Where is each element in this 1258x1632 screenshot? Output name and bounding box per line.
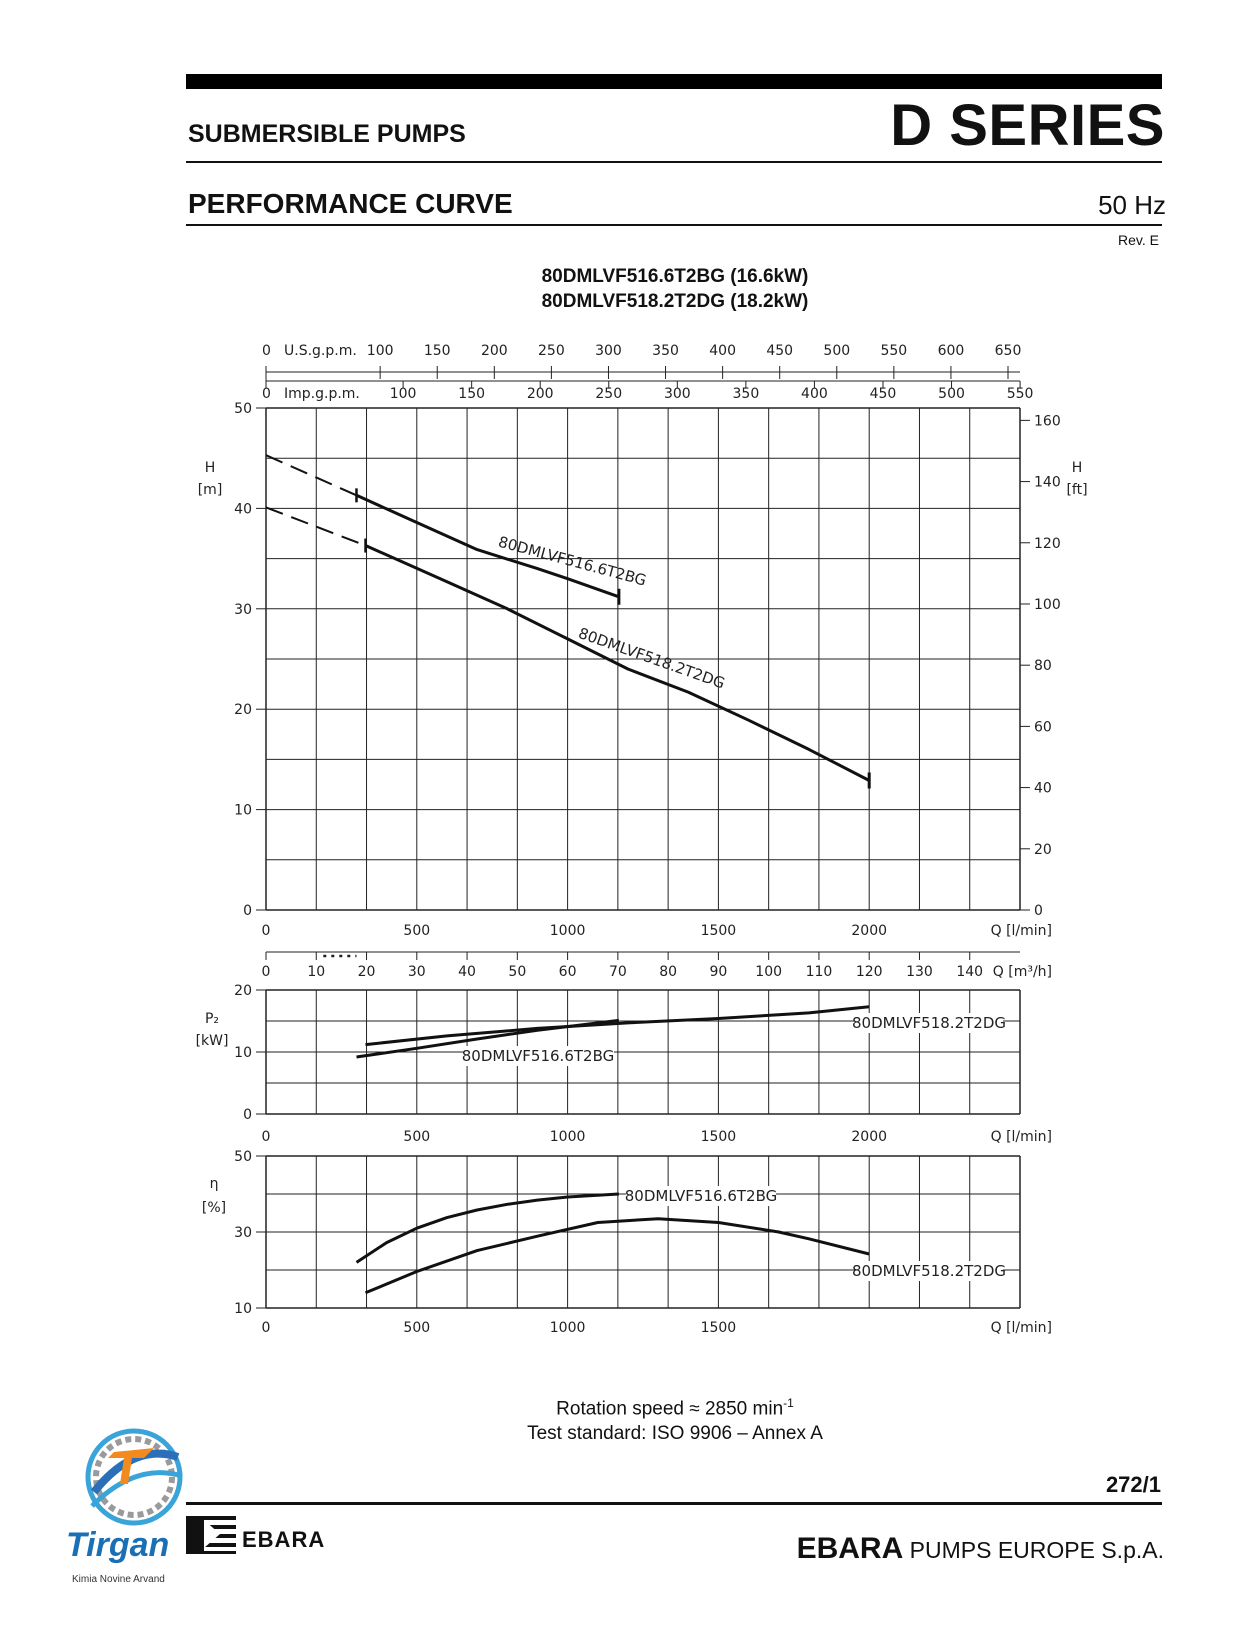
imp-gpm-tick-label: 100 — [389, 386, 417, 402]
imp-gpm-axis-title: Imp.g.p.m. — [284, 386, 360, 402]
rotation-speed-text: Rotation speed ≈ 2850 min — [556, 1398, 784, 1420]
us-gpm-zero: 0 — [262, 343, 271, 359]
y-axis-title: η — [209, 1176, 219, 1192]
x-tick-label: 1000 — [549, 1320, 586, 1336]
imp-gpm-tick-label: 400 — [801, 386, 828, 402]
m3h-tick-label: 80 — [659, 964, 678, 980]
head-curve — [357, 495, 619, 597]
us-gpm-tick-label: 250 — [538, 343, 565, 359]
tirgan-watermark: Tirgan — [66, 1526, 170, 1564]
y2-tick-label: 0 — [1034, 903, 1043, 919]
frequency-label: 50 Hz — [1098, 190, 1166, 220]
y2-tick-label: 60 — [1034, 719, 1052, 736]
y-tick-label: 10 — [234, 1045, 252, 1061]
footer-rule — [186, 1502, 1162, 1505]
m3h-tick-label: 20 — [357, 964, 376, 980]
x-tick-label: 2000 — [851, 923, 888, 939]
efficiency-curve-label: 80DMLVF516.6T2BG — [624, 1187, 778, 1205]
model-title-2: 80DMLVF518.2T2DG (18.2kW) — [541, 291, 809, 312]
head-curve-label: 80DMLVF516.6T2BG — [496, 532, 649, 590]
y-tick-label: 40 — [234, 501, 252, 518]
power-curve-label: 80DMLVF518.2T2DG — [852, 1014, 1006, 1032]
m3h-tick-label: 140 — [956, 964, 984, 980]
m3h-tick-label: 30 — [407, 964, 426, 980]
section-title: PERFORMANCE CURVE — [188, 188, 513, 219]
y2-tick-label: 40 — [1034, 780, 1052, 797]
ebara-brand-text: EBARA — [242, 1527, 326, 1552]
us-gpm-tick-label: 500 — [823, 343, 851, 359]
head-curve-extrapolated — [266, 455, 356, 495]
y-axis-unit: [%] — [201, 1200, 227, 1216]
y-tick-label: 30 — [234, 601, 252, 618]
imp-gpm-tick-label: 200 — [526, 386, 554, 402]
m3h-tick-label: 0 — [261, 964, 271, 980]
y-tick-label: 0 — [243, 903, 252, 919]
head-chart — [198, 343, 1088, 980]
y-tick-label: 50 — [234, 1149, 252, 1165]
imp-gpm-tick-label: 550 — [1006, 386, 1034, 402]
power-chart — [196, 983, 1052, 1145]
x-tick-label: 1500 — [700, 923, 737, 939]
y-tick-label: 10 — [234, 1301, 252, 1317]
power-curve-label: 80DMLVF516.6T2BG — [461, 1047, 615, 1065]
tirgan-watermark-sub: Kimia Novine Arvand — [72, 1574, 165, 1585]
series-title: D SERIES — [890, 93, 1165, 158]
company-name-bold: EBARA — [796, 1532, 904, 1565]
ebara-logo-icon — [186, 1512, 240, 1558]
us-gpm-axis-title: U.S.g.p.m. — [284, 343, 357, 359]
efficiency-curve — [357, 1194, 619, 1262]
m3h-tick-label: 110 — [805, 964, 833, 980]
us-gpm-tick-label: 450 — [766, 343, 794, 359]
imp-gpm-tick-label: 300 — [663, 386, 691, 402]
x-tick-label: 1000 — [549, 1129, 586, 1145]
x-tick-label: 1500 — [700, 1320, 737, 1336]
y-tick-label: 30 — [234, 1225, 252, 1241]
us-gpm-tick-label: 100 — [366, 343, 394, 359]
head-curve-extrapolated — [266, 507, 366, 545]
y-axis-unit: [kW] — [195, 1033, 229, 1049]
head-curve-label: 80DMLVF518.2T2DG — [576, 624, 728, 693]
efficiency-curve-label: 80DMLVF518.2T2DG — [852, 1262, 1006, 1280]
test-standard-note: Test standard: ISO 9906 – Annex A — [527, 1423, 823, 1444]
y2-axis-unit: [ft] — [1066, 482, 1088, 498]
us-gpm-tick-label: 150 — [423, 343, 451, 359]
y-tick-label: 20 — [234, 702, 252, 719]
x-axis-title: Q [l/min] — [990, 1129, 1052, 1145]
us-gpm-tick-label: 550 — [880, 343, 908, 359]
y2-tick-label: 160 — [1034, 413, 1061, 430]
rotation-exponent: -1 — [783, 1396, 794, 1410]
rotation-speed-note — [0, 1396, 1258, 1420]
power-curve — [366, 1007, 870, 1045]
company-name — [797, 1532, 1164, 1566]
imp-gpm-tick-label: 150 — [458, 386, 486, 402]
model-title-1: 80DMLVF516.6T2BG (16.6kW) — [541, 266, 809, 287]
y2-tick-label: 80 — [1034, 658, 1052, 675]
efficiency-chart — [202, 1149, 1052, 1336]
m3h-tick-label: 40 — [458, 964, 476, 980]
m3h-tick-label: 70 — [608, 964, 627, 980]
x-tick-label: 500 — [403, 1320, 431, 1336]
x-tick-label: 0 — [261, 1320, 271, 1336]
m3h-tick-label: 130 — [906, 964, 933, 980]
y-tick-label: 50 — [234, 401, 252, 417]
m3h-tick-label: 120 — [855, 964, 883, 980]
us-gpm-tick-label: 350 — [652, 343, 679, 359]
x-axis-title: Q [l/min] — [990, 923, 1052, 939]
y-tick-label: 10 — [234, 802, 252, 819]
m3h-tick-label: 90 — [709, 964, 728, 980]
imp-gpm-zero: 0 — [262, 386, 271, 402]
us-gpm-tick-label: 200 — [480, 343, 508, 359]
x-tick-label: 500 — [403, 1129, 431, 1145]
y2-axis-title: H — [1071, 460, 1083, 476]
y-tick-label: 20 — [234, 983, 252, 999]
company-name-rest: PUMPS EUROPE S.p.A. — [909, 1537, 1164, 1563]
page-number: 272/1 — [1105, 1472, 1161, 1497]
category-title: SUBMERSIBLE PUMPS — [188, 120, 466, 148]
y2-tick-label: 20 — [1034, 841, 1052, 858]
y2-tick-label: 120 — [1034, 535, 1061, 552]
imp-gpm-tick-label: 450 — [869, 386, 897, 402]
y-axis-title: H — [204, 460, 216, 476]
x-tick-label: 500 — [403, 923, 431, 939]
y2-tick-label: 100 — [1034, 596, 1061, 613]
us-gpm-tick-label: 600 — [937, 343, 965, 359]
efficiency-curve — [366, 1219, 870, 1293]
x-tick-label: 1500 — [700, 1129, 737, 1145]
m3h-tick-label: 10 — [307, 964, 326, 980]
us-gpm-tick-label: 650 — [994, 343, 1022, 359]
tirgan-logo-icon — [74, 1422, 194, 1532]
x-tick-label: 0 — [261, 1129, 271, 1145]
y-tick-label: 0 — [243, 1107, 252, 1123]
us-gpm-tick-label: 300 — [595, 343, 622, 359]
m3h-axis-title: Q [m³/h] — [992, 964, 1052, 980]
y-axis-title: P₂ — [204, 1011, 220, 1027]
x-tick-label: 1000 — [549, 923, 586, 939]
y2-tick-label: 140 — [1034, 474, 1061, 491]
revision-label: Rev. E — [1118, 232, 1159, 248]
imp-gpm-tick-label: 250 — [595, 386, 623, 402]
m3h-tick-label: 100 — [755, 964, 783, 980]
imp-gpm-tick-label: 350 — [732, 386, 760, 402]
x-axis-title: Q [l/min] — [990, 1320, 1052, 1336]
x-tick-label: 2000 — [851, 1129, 888, 1145]
us-gpm-tick-label: 400 — [709, 343, 736, 359]
x-tick-label: 0 — [261, 923, 271, 939]
y-axis-unit: [m] — [197, 482, 223, 498]
imp-gpm-tick-label: 500 — [938, 386, 965, 402]
m3h-tick-label: 60 — [558, 964, 577, 980]
m3h-tick-label: 50 — [508, 964, 527, 980]
